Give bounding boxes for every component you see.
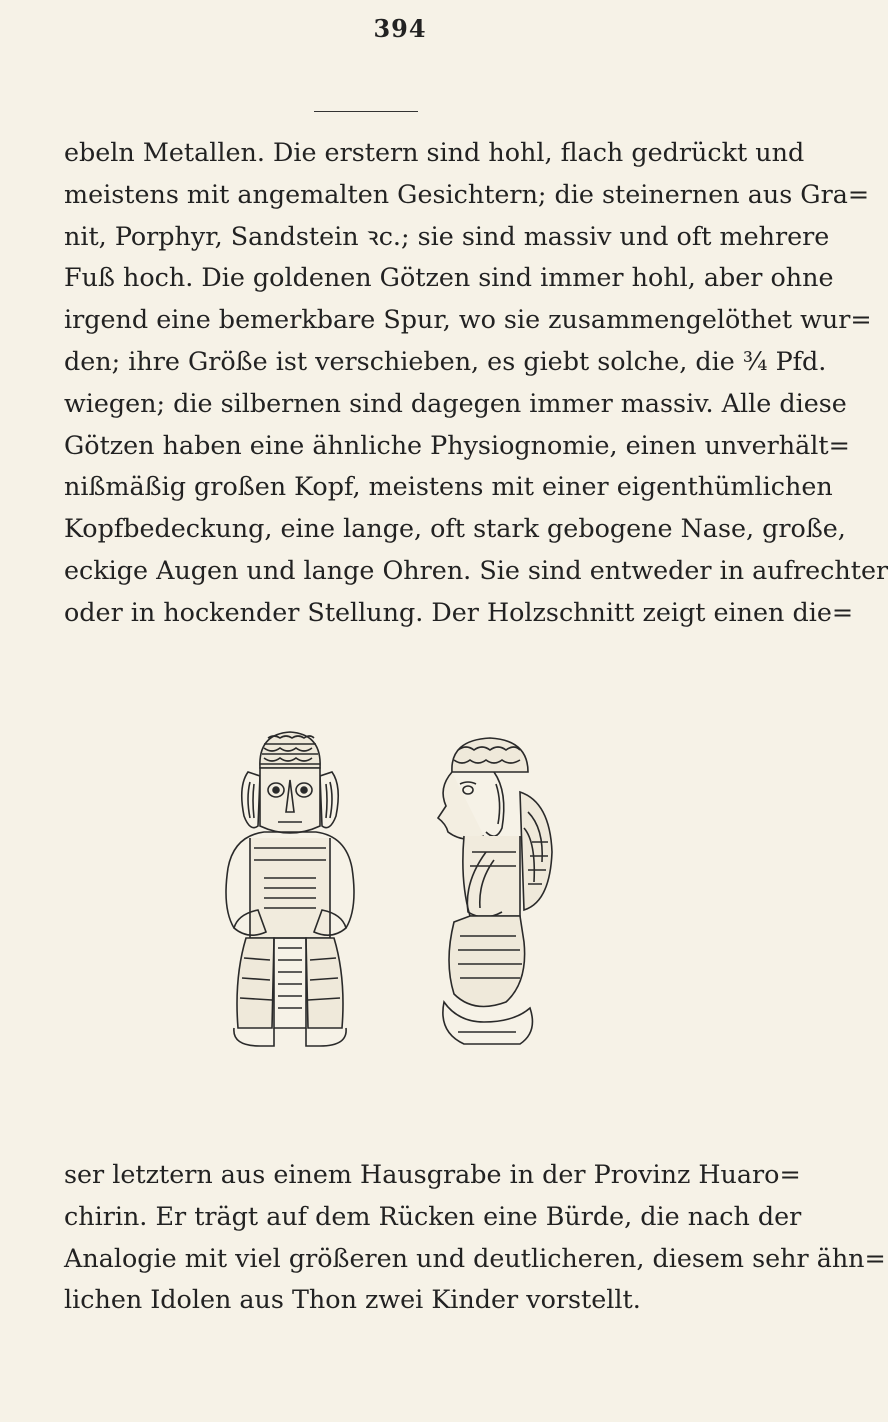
text-line: eckige Augen und lange Ohren. Sie sind entweder in aufrechter [64, 554, 888, 585]
idol-side-illustration [424, 732, 560, 1058]
text-line: oder in hockender Stellung. Der Holzschnitt zeigt einen die= [64, 596, 854, 627]
text-line: Kopfbedeckung, eine lange, oft stark gebogene Nase, große, [64, 513, 846, 544]
text-line: Götzen haben eine ähnliche Physiognomie, einen unverhält= [64, 429, 850, 460]
idol-front-illustration [194, 728, 380, 1054]
text-line: wiegen; die silbernen sind dagegen immer massiv. Alle diese [64, 387, 847, 418]
text-line: den; ihre Größe ist verschieben, es giebt solche, die ¾ Pfd. [64, 345, 827, 376]
page-number: 394 [373, 14, 427, 43]
text-line: nit, Porphyr, Sandstein ꝛc.; sie sind massiv und oft mehrere [64, 220, 830, 251]
text-line: Analogie mit viel größeren und deutlicheren, diesem sehr ähn= [64, 1242, 886, 1273]
text-line: meistens mit angemalten Gesichtern; die steinernen aus Gra= [64, 178, 870, 209]
text-line: nißmäßig großen Kopf, meistens mit einer eigenthümlichen [64, 471, 833, 502]
text-line: ser letztern aus einem Hausgrabe in der Provinz Huaro= [64, 1159, 801, 1189]
text-line: Fuß hoch. Die goldenen Götzen sind immer hohl, aber ohne [64, 262, 834, 293]
paragraph-bottom [64, 1154, 886, 1321]
text-line: irgend eine bemerkbare Spur, wo sie zusammengelöthet wur= [64, 304, 872, 335]
header-rule [314, 111, 418, 112]
idol-side-figure [424, 732, 560, 1058]
idol-front-figure [194, 728, 380, 1054]
paragraph-top [64, 132, 888, 634]
text-line: ebeln Metallen. Die erstern sind hohl, flach gedrückt und [64, 137, 805, 167]
text-line: lichen Idolen aus Thon zwei Kinder vorstellt. [64, 1284, 641, 1315]
text-line: chirin. Er trägt auf dem Rücken eine Bürde, die nach der [64, 1200, 802, 1231]
